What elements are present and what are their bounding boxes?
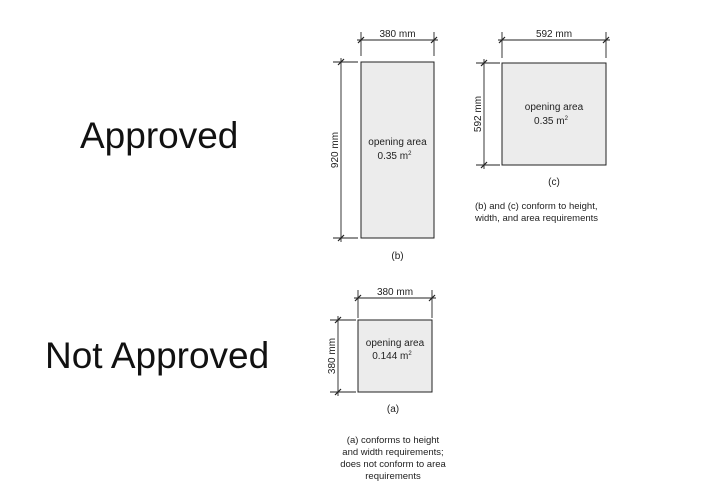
figure-c-note-line-2: width, and area requirements [475,213,599,224]
figure-c-area-title: opening area [524,102,584,113]
figure-c-height-label: 592 mm [473,95,484,133]
figure-a-note-line-1: (a) conforms to height [346,435,440,446]
approved-heading: Approved [80,115,239,156]
figure-b-width-label: 380 mm [379,29,416,40]
figure-c-width-label: 592 mm [535,29,573,40]
figure-b-opening [361,62,434,238]
not-approved-heading: Not Approved [45,335,270,376]
figure-a-caption: (a) [386,404,400,415]
figure-c-caption: (c) [548,177,560,188]
figure-c [473,29,610,224]
figure-b-area-value: 0.35 $m^2$ [377,151,412,162]
figure-a-note-line-4: requirements [365,471,421,482]
figure-b-height-label: 920 mm [330,131,341,169]
figure-b-caption: (b) [391,251,404,262]
figure-a-height-label: 380 mm [327,337,338,375]
figure-c-note-line-1: (b) and (c) conform to height, [475,201,598,212]
figure-a-width-label: 380 mm [376,287,414,298]
figure-a [327,287,447,482]
figure-a-note-line-3: does not conform to area [340,459,446,470]
figure-a-note-line-2: and width requirements; [342,447,444,458]
figure-b-area-title: opening area [368,137,427,148]
figure-a-area-title: opening area [365,338,425,349]
figure-c-opening [502,63,606,165]
figure-c-area-value: 0.35 $m^2$ [534,116,568,127]
figure-a-area-value: 0.144 $m^2$ [372,351,412,362]
figure-b [330,29,438,262]
